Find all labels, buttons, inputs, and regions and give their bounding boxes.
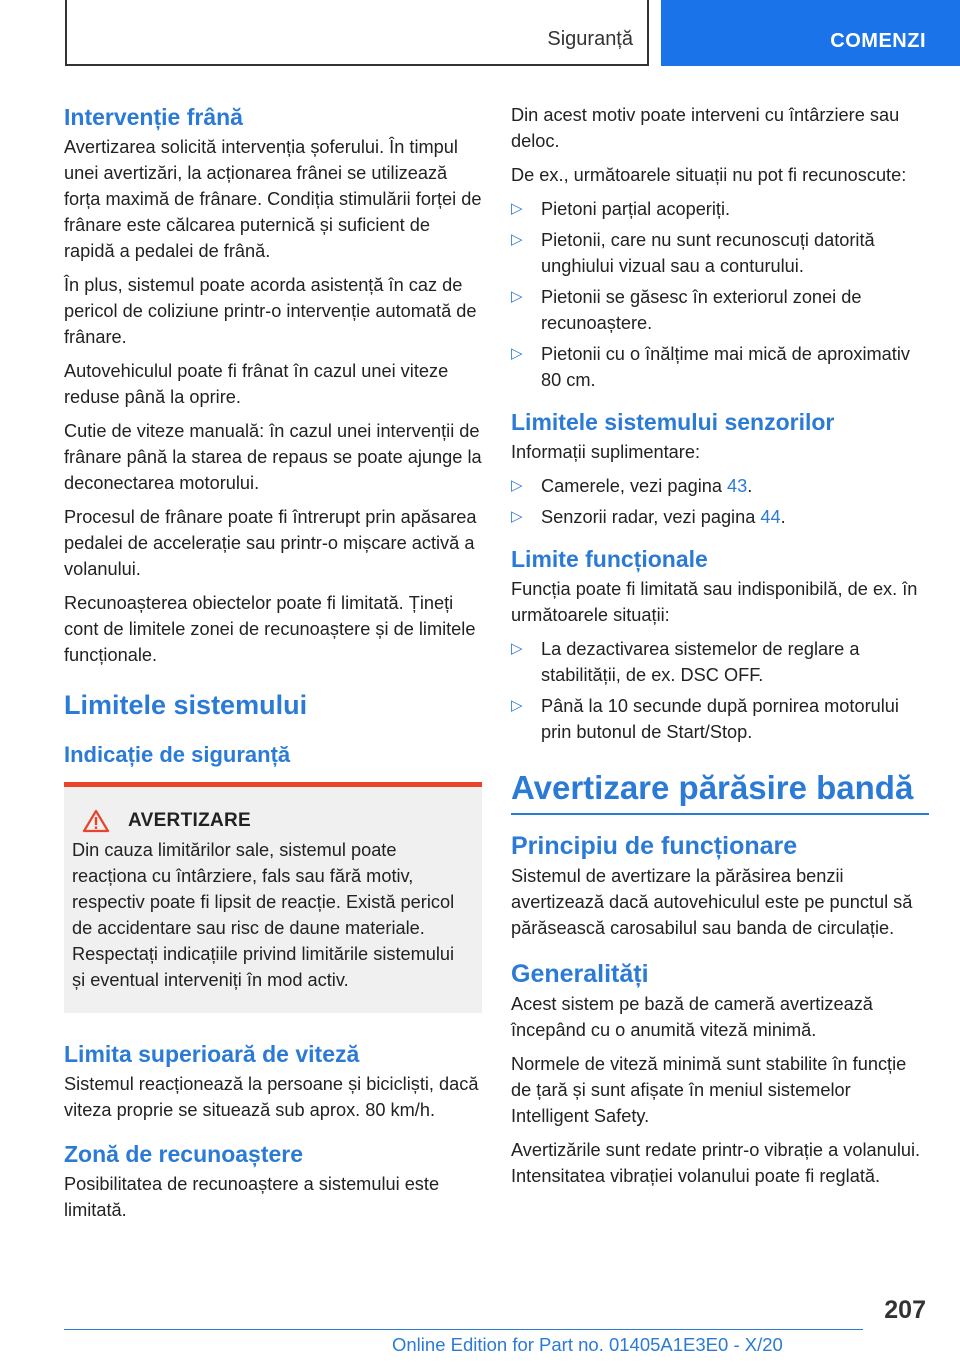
paragraph: Informații suplimentare: — [511, 442, 701, 462]
paragraph: Avertizările sunt redate printr-o vibrație a volanului. Intensitatea vibrației volanului poate fi reglată. — [511, 1140, 921, 1186]
paragraph: Recunoașterea obiectelor poate fi limitată. Țineți cont de limitele zonei de recunoaștere și de limitele funcționale. — [64, 593, 476, 665]
list-info — [511, 473, 929, 530]
warning-triangle-icon — [82, 809, 110, 833]
list-item: ▷ La dezactivarea sistemelor de reglare a stabilității, de ex. DSC OFF. — [511, 636, 929, 688]
paragraph: Funcția poate fi limitată sau indisponibilă, de ex. în următoarele situații: — [511, 579, 918, 625]
warning-title: AVERTIZARE — [128, 810, 251, 831]
heading-limitele-sistemului: Limitele sistemului — [64, 690, 308, 720]
header-box — [65, 0, 649, 66]
paragraph: Sistemul reacționează la persoane și bicicliști, dacă viteza proprie se situează sub aprox. 80 km/h. — [64, 1074, 479, 1120]
paragraph: Procesul de frânare poate fi întrerupt prin apăsarea pedalei de accelerație sau printr-o mișcare activă a volanului. — [64, 507, 477, 579]
list-item: ▷ Senzorii radar, vezi pagina 44. — [511, 504, 929, 530]
paragraph: Autovehiculul poate fi frânat în cazul unei viteze reduse până la oprire. — [64, 361, 449, 407]
link-page-44[interactable]: 44 — [760, 507, 781, 527]
divider — [511, 813, 929, 815]
list-item: ▷ Până la 10 secunde după pornirea motorului prin butonul de Start/Stop. — [511, 693, 929, 745]
paragraph: Posibilitatea de recunoaștere a sistemului este limitată. — [64, 1174, 440, 1220]
heading-generalitati: Generalități — [511, 960, 649, 988]
list-item: ▷ Pietonii cu o înălțime mai mică de aproximativ 80 cm. — [511, 341, 929, 393]
bullet-icon: ▷ — [511, 231, 523, 248]
edition-text: Online Edition for Part no. 01405A1E3E0 - X/20 — [392, 1334, 783, 1355]
page-number: 207 — [884, 1296, 926, 1324]
paragraph: De ex., următoarele situații nu pot fi recunoscute: — [511, 165, 907, 185]
tab-comenzi-label: COMENZI — [830, 30, 926, 52]
heading-limite-functionale: Limite funcționale — [511, 546, 708, 572]
paragraph: Normele de viteză minimă sunt stabilite în funcție de țară și sunt afișate în meniul sistemelor Intelligent Safety. — [511, 1054, 907, 1126]
list-item: ▷ Pietonii, care nu sunt recunoscuți datorită unghiului vizual sau a conturului. — [511, 227, 929, 279]
paragraph: Din acest motiv poate interveni cu întârziere sau deloc. — [511, 105, 900, 151]
paragraph: Sistemul de avertizare la părăsirea benzii avertizează dacă autovehiculul este pe punctul să părăsească carosabilul sau banda de circulație. — [511, 866, 913, 938]
right-column — [511, 102, 929, 1197]
warning-text: Din cauza limitărilor sale, sistemul poate reacționa cu întârziere, fals sau fără motiv, respectiv poate fi lipsit de reacție. Există pericol de accidentare sau risc de daune materiale. Respectați indicațiile privind limitările sistemului și eventual interveniți în mod activ. — [72, 840, 455, 990]
paragraph: Cutie de viteze manuală: în cazul unei intervenții de frânare până la starea de repaus se poate ajunge la deconectarea motorului. — [64, 421, 482, 493]
link-page-43[interactable]: 43 — [727, 476, 748, 496]
heading-zona-recunoastere: Zonă de recunoaștere — [64, 1141, 304, 1167]
bullet-icon: ▷ — [511, 345, 523, 362]
bullet-icon: ▷ — [511, 288, 523, 305]
list-item: ▷ Camerele, vezi pagina 43. — [511, 473, 929, 499]
bullet-icon: ▷ — [511, 508, 523, 525]
list-item: ▷ Pietonii se găsesc în exteriorul zonei de recunoaștere. — [511, 284, 929, 336]
paragraph: În plus, sistemul poate acorda asistență în caz de pericol de coliziune printr-o intervenție automată de frânare. — [64, 275, 477, 347]
bullet-icon: ▷ — [511, 477, 523, 494]
tab-comenzi[interactable] — [661, 0, 960, 66]
heading-avertizare-banda: Avertizare părăsire bandă — [511, 769, 914, 806]
bullet-icon: ▷ — [511, 697, 523, 714]
heading-limita-viteza: Limita superioară de viteză — [64, 1041, 360, 1067]
list-item: ▷ Pietoni parțial acoperiți. — [511, 196, 929, 222]
heading-limitele-senzorilor: Limitele sistemului senzorilor — [511, 409, 835, 435]
bullet-icon: ▷ — [511, 640, 523, 657]
left-column — [64, 102, 482, 1231]
paragraph: Avertizarea solicită intervenția șoferului. În timpul unei avertizări, la acționarea frânei se utilizează forța maximă de frânare. Condiția stimulării forței de frânare este călcarea puternică și suficient de rapidă a pedalei de frână. — [64, 137, 482, 261]
section-title: Siguranță — [547, 28, 633, 50]
warning-box — [64, 782, 482, 1013]
list-unrecognized — [511, 196, 929, 393]
paragraph: Acest sistem pe bază de cameră avertizează începând cu o anumită viteză minimă. — [511, 994, 873, 1040]
footer-divider — [64, 1329, 863, 1330]
heading-indicatie-siguranta: Indicație de siguranță — [64, 742, 291, 767]
heading-principiu: Principiu de funcționare — [511, 832, 798, 860]
heading-interventie-frana: Intervenție frână — [64, 104, 243, 130]
bullet-icon: ▷ — [511, 200, 523, 217]
list-functional — [511, 636, 929, 745]
